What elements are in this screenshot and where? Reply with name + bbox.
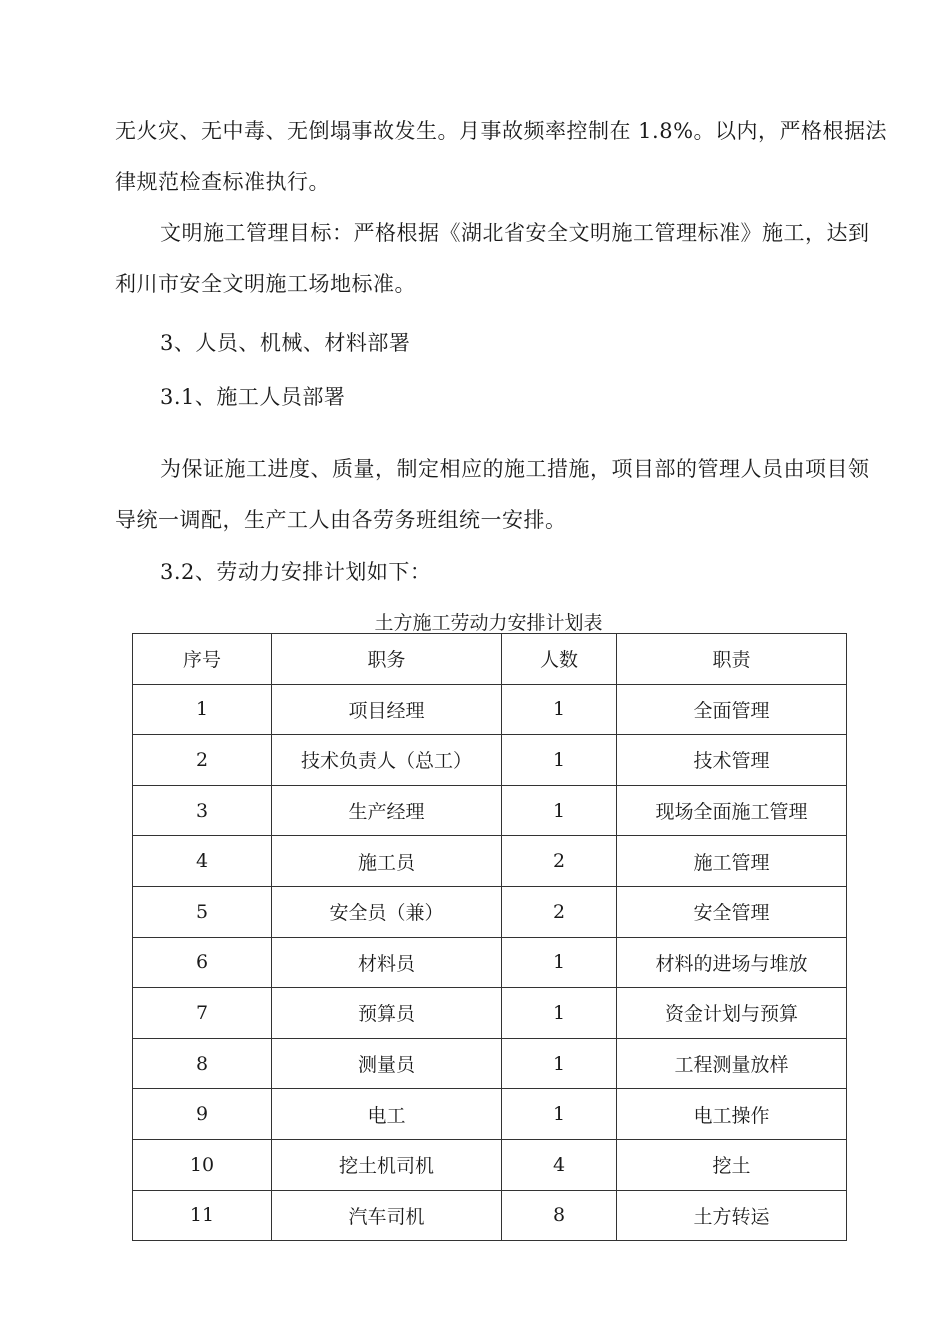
- cell-duty: 土方转运: [617, 1190, 847, 1241]
- paragraph-staffing-line-2: 导统一调配，生产工人由各劳务班组统一安排。: [115, 508, 567, 532]
- cell-index: 11: [133, 1190, 272, 1241]
- cell-position: 项目经理: [272, 684, 502, 735]
- cell-duty: 安全管理: [617, 886, 847, 937]
- cell-count: 1: [502, 735, 617, 786]
- cell-count: 1: [502, 937, 617, 988]
- paragraph-civilized-line-1: 文明施工管理目标：严格根据《湖北省安全文明施工管理标准》施工，达到: [160, 221, 870, 245]
- cell-count: 1: [502, 684, 617, 735]
- cell-index: 7: [133, 988, 272, 1039]
- cell-duty: 电工操作: [617, 1089, 847, 1140]
- cell-count: 8: [502, 1190, 617, 1241]
- section-heading-3: 3、人员、机械、材料部署: [160, 331, 411, 355]
- cell-count: 1: [502, 988, 617, 1039]
- cell-duty: 资金计划与预算: [617, 988, 847, 1039]
- cell-position: 电工: [272, 1089, 502, 1140]
- cell-count: 2: [502, 886, 617, 937]
- cell-position: 材料员: [272, 937, 502, 988]
- table-header-row: [133, 634, 847, 685]
- cell-duty: 施工管理: [617, 836, 847, 887]
- cell-count: 1: [502, 785, 617, 836]
- cell-duty: 工程测量放样: [617, 1038, 847, 1089]
- table-row: [133, 1190, 847, 1241]
- table-row: [133, 1089, 847, 1140]
- table-row: [133, 988, 847, 1039]
- table-caption: 土方施工劳动力安排计划表: [374, 612, 603, 634]
- cell-index: 10: [133, 1139, 272, 1190]
- cell-position: 生产经理: [272, 785, 502, 836]
- section-heading-3-1: 3.1、施工人员部署: [160, 385, 346, 409]
- cell-position: 技术负责人（总工）: [272, 735, 502, 786]
- cell-index: 9: [133, 1089, 272, 1140]
- cell-count: 4: [502, 1139, 617, 1190]
- cell-duty: 全面管理: [617, 684, 847, 735]
- table-row: [133, 1139, 847, 1190]
- cell-index: 1: [133, 684, 272, 735]
- cell-position: 预算员: [272, 988, 502, 1039]
- cell-index: 4: [133, 836, 272, 887]
- table-row: [133, 684, 847, 735]
- cell-position: 汽车司机: [272, 1190, 502, 1241]
- cell-index: 8: [133, 1038, 272, 1089]
- header-count: 人数: [502, 634, 617, 685]
- cell-duty: 挖土: [617, 1139, 847, 1190]
- cell-duty: 技术管理: [617, 735, 847, 786]
- cell-index: 2: [133, 735, 272, 786]
- table-row: [133, 785, 847, 836]
- section-heading-3-2: 3.2、劳动力安排计划如下：: [160, 560, 432, 584]
- paragraph-safety-line-1: 无火灾、无中毒、无倒塌事故发生。月事故频率控制在 1.8%。以内，严格根据法: [115, 119, 888, 143]
- header-index: 序号: [133, 634, 272, 685]
- cell-duty: 现场全面施工管理: [617, 785, 847, 836]
- cell-count: 2: [502, 836, 617, 887]
- paragraph-staffing-line-1: 为保证施工进度、质量，制定相应的施工措施，项目部的管理人员由项目领: [160, 457, 870, 481]
- cell-index: 3: [133, 785, 272, 836]
- labor-plan-table: [132, 633, 847, 1241]
- cell-duty: 材料的进场与堆放: [617, 937, 847, 988]
- cell-count: 1: [502, 1089, 617, 1140]
- cell-position: 施工员: [272, 836, 502, 887]
- table-row: [133, 886, 847, 937]
- header-duty: 职责: [617, 634, 847, 685]
- cell-position: 安全员（兼）: [272, 886, 502, 937]
- table-row: [133, 735, 847, 786]
- header-position: 职务: [272, 634, 502, 685]
- paragraph-safety-line-2: 律规范检查标准执行。: [115, 170, 330, 194]
- cell-index: 5: [133, 886, 272, 937]
- table-row: [133, 1038, 847, 1089]
- cell-index: 6: [133, 937, 272, 988]
- cell-count: 1: [502, 1038, 617, 1089]
- table-row: [133, 937, 847, 988]
- cell-position: 挖土机司机: [272, 1139, 502, 1190]
- cell-position: 测量员: [272, 1038, 502, 1089]
- table-row: [133, 836, 847, 887]
- paragraph-civilized-line-2: 利川市安全文明施工场地标准。: [115, 272, 416, 296]
